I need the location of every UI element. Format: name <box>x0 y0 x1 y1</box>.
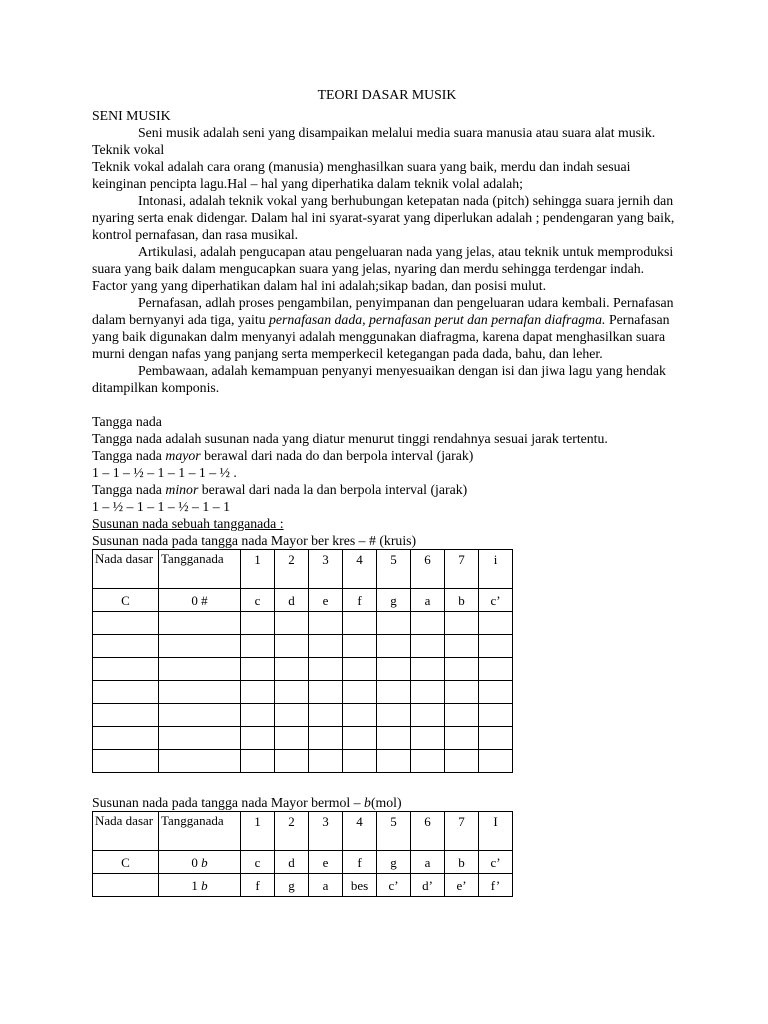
document-title: TEORI DASAR MUSIK <box>317 87 457 102</box>
seni-paragraph: Seni musik adalah seni yang disampaikan melalui media suara manusia atau suara alat musik. <box>138 125 656 140</box>
mayor-text-b: berawal dari nada do dan berpola interval (jarak) <box>200 448 474 463</box>
table-row <box>93 658 513 681</box>
spacer <box>92 773 682 794</box>
table-cell <box>275 635 309 658</box>
table-row <box>93 704 513 727</box>
table-cell: c <box>241 851 275 874</box>
mol-caption-italic: b <box>364 795 371 810</box>
intonasi-paragraph: Intonasi, adalah teknik vokal yang berhubungan ketepatan nada (pitch) sehingga suara jernih dan nyaring serta enak didengar. Dalam hal ini syarat-syarat yang diperlukan adalah ; pendengaran yang baik, kontrol pernafasan, dan rasa musikal. <box>92 193 675 242</box>
table-cell <box>309 681 343 704</box>
table-cell: e’ <box>445 874 479 897</box>
seni-heading: SENI MUSIK <box>92 108 171 123</box>
table-cell <box>445 681 479 704</box>
vokal-heading: Teknik vokal <box>92 142 165 157</box>
table-cell <box>445 612 479 635</box>
table-cell <box>377 658 411 681</box>
table-cell <box>377 704 411 727</box>
table-row <box>93 874 513 897</box>
table-row <box>93 589 513 612</box>
table-cell <box>309 635 343 658</box>
header-cell: 7 <box>445 550 479 589</box>
table-cell <box>411 750 445 773</box>
pernafasan-text-a: Pernafasan, adlah proses pengambilan, penyimpanan dan pengeluaran udara kembali. Pernafasan dalam bernyanyi ada tiga, yaitu <box>92 295 674 327</box>
pernafasan-italic: pernafasan dada, pernafasan perut dan pernafan diafragma. <box>269 312 606 327</box>
mayor-text-a: Tangga nada <box>92 448 166 463</box>
header-cell: 5 <box>377 812 411 851</box>
table-row <box>93 727 513 750</box>
table-row <box>93 635 513 658</box>
table-cell: c’ <box>479 589 513 612</box>
mol-scale-table <box>92 811 513 897</box>
table-cell <box>343 612 377 635</box>
table-cell <box>159 635 241 658</box>
table-cell: C <box>93 851 159 874</box>
table-cell <box>159 727 241 750</box>
table-cell <box>479 750 513 773</box>
table-cell: d’ <box>411 874 445 897</box>
table-cell: b <box>445 589 479 612</box>
table-cell <box>241 658 275 681</box>
mol-caption <box>92 794 682 811</box>
table-cell <box>343 704 377 727</box>
header-cell: 2 <box>275 812 309 851</box>
table-cell <box>411 681 445 704</box>
susunan-heading: Susunan nada sebuah tangganada : <box>92 516 284 531</box>
pembawaan-paragraph: Pembawaan, adalah kemampuan penyanyi menyesuaikan dengan isi dan jiwa lagu yang hendak ditampilkan komponis. <box>92 363 666 395</box>
header-cell: 7 <box>445 812 479 851</box>
header-cell: 2 <box>275 550 309 589</box>
table-cell: c’ <box>377 874 411 897</box>
table-cell <box>479 681 513 704</box>
table-cell <box>377 612 411 635</box>
table-cell <box>93 658 159 681</box>
table-cell: g <box>377 851 411 874</box>
table-cell <box>377 750 411 773</box>
table-cell: e <box>309 589 343 612</box>
table-cell <box>275 612 309 635</box>
table-cell <box>275 750 309 773</box>
header-cell: i <box>479 550 513 589</box>
table-cell: bes <box>343 874 377 897</box>
table-cell: a <box>411 851 445 874</box>
tangga-heading: Tangga nada <box>92 414 162 429</box>
table-cell <box>93 635 159 658</box>
table-cell: 1 b <box>159 874 241 897</box>
table-cell <box>159 750 241 773</box>
spacer <box>92 396 682 413</box>
mol-caption-b: (mol) <box>370 795 402 810</box>
table-cell <box>241 727 275 750</box>
table-cell <box>159 681 241 704</box>
table-cell <box>411 727 445 750</box>
header-cell: 6 <box>411 550 445 589</box>
header-cell: Nada dasar <box>93 812 159 851</box>
table-cell <box>343 658 377 681</box>
table-cell <box>159 658 241 681</box>
artikulasi-paragraph: Artikulasi, adalah pengucapan atau pengeluaran nada yang jelas, atau teknik untuk memproduksi suara yang baik dalam mengucapkan suara yang jelas, nyaring dan merdu sehingga terdengar indah. Factor yang yang diperhatikan dalam hal ini adalah;sikap badan, dan posisi mulut. <box>92 244 674 293</box>
table-cell <box>93 681 159 704</box>
table-cell: c <box>241 589 275 612</box>
table-cell: d <box>275 589 309 612</box>
table-cell <box>343 727 377 750</box>
minor-pattern: 1 – ½ – 1 – 1 – ½ – 1 – 1 <box>92 499 230 514</box>
table-cell: f <box>343 589 377 612</box>
table-cell: c’ <box>479 851 513 874</box>
table-header-row <box>93 812 513 851</box>
table-cell: f <box>343 851 377 874</box>
table-cell <box>241 681 275 704</box>
header-cell: 4 <box>343 812 377 851</box>
header-cell: I <box>479 812 513 851</box>
table-row <box>93 612 513 635</box>
table-cell <box>479 727 513 750</box>
minor-line <box>92 481 682 498</box>
table-cell <box>93 612 159 635</box>
mayor-pattern: 1 – 1 – ½ – 1 – 1 – 1 – ½ . <box>92 465 237 480</box>
table-row <box>93 681 513 704</box>
table-cell <box>93 874 159 897</box>
header-cell: Tangganada <box>159 550 241 589</box>
table-cell <box>445 658 479 681</box>
table-cell <box>309 658 343 681</box>
table-cell <box>309 750 343 773</box>
tangga-paragraph: Tangga nada adalah susunan nada yang diatur menurut tinggi rendahnya sesuai jarak tertentu. <box>92 431 608 446</box>
mol-caption-a: Susunan nada pada tangga nada Mayor bermol – <box>92 795 365 810</box>
table-cell <box>309 727 343 750</box>
table-cell <box>479 704 513 727</box>
table-cell: g <box>275 874 309 897</box>
kres-caption: Susunan nada pada tangga nada Mayor ber kres – # (kruis) <box>92 533 417 548</box>
table-cell <box>275 704 309 727</box>
table-cell: 0 # <box>159 589 241 612</box>
vokal-paragraph: Teknik vokal adalah cara orang (manusia) menghasilkan suara yang baik, merdu dan indah sesuai keinginan pencipta lagu.Hal – hal yang diperhatika dalam teknik volal adalah; <box>92 159 631 191</box>
table-cell <box>159 612 241 635</box>
table-cell <box>479 612 513 635</box>
document-page <box>92 86 682 897</box>
table-cell <box>479 635 513 658</box>
minor-text-b: berawal dari nada la dan berpola interval (jarak) <box>198 482 468 497</box>
pernafasan-text-b: Pernafasan yang baik digunakan dalm menyanyi adalah menggunakan diafragma, karena dapat menghasilkan suara murni dengan nafas yang panjang serta memperkecil ketegangan pada dada, bahu, dan leher. <box>92 312 670 361</box>
table-cell <box>411 704 445 727</box>
pernafasan-paragraph <box>92 294 682 362</box>
table-cell <box>343 681 377 704</box>
header-cell: Nada dasar <box>93 550 159 589</box>
table-cell <box>445 727 479 750</box>
table-cell <box>309 704 343 727</box>
kres-scale-table <box>92 549 513 773</box>
header-cell: 6 <box>411 812 445 851</box>
table-cell: 0 b <box>159 851 241 874</box>
table-cell <box>241 612 275 635</box>
table-cell: C <box>93 589 159 612</box>
table-cell: f <box>241 874 275 897</box>
table-cell <box>411 658 445 681</box>
table-cell <box>309 612 343 635</box>
header-cell: 3 <box>309 550 343 589</box>
table-cell: d <box>275 851 309 874</box>
header-cell: 1 <box>241 812 275 851</box>
header-cell: Tangganada <box>159 812 241 851</box>
table-cell <box>411 612 445 635</box>
table-cell <box>411 635 445 658</box>
minor-text-a: Tangga nada <box>92 482 166 497</box>
table-cell <box>479 658 513 681</box>
table-cell: b <box>445 851 479 874</box>
table-cell <box>275 658 309 681</box>
table-cell: a <box>309 874 343 897</box>
table-cell <box>377 635 411 658</box>
header-cell: 5 <box>377 550 411 589</box>
table-cell: a <box>411 589 445 612</box>
mayor-italic: mayor <box>165 448 201 463</box>
table-cell <box>343 750 377 773</box>
table-cell <box>445 635 479 658</box>
table-cell <box>275 681 309 704</box>
table-cell <box>93 704 159 727</box>
header-cell: 4 <box>343 550 377 589</box>
table-cell <box>445 704 479 727</box>
table-cell <box>377 727 411 750</box>
header-cell: 3 <box>309 812 343 851</box>
table-cell: f’ <box>479 874 513 897</box>
table-cell <box>241 704 275 727</box>
table-cell: e <box>309 851 343 874</box>
table-cell <box>93 727 159 750</box>
table-cell <box>343 635 377 658</box>
header-cell: 1 <box>241 550 275 589</box>
table-cell <box>445 750 479 773</box>
table-cell <box>159 704 241 727</box>
table-header-row <box>93 550 513 589</box>
table-cell <box>241 635 275 658</box>
minor-italic: minor <box>165 482 199 497</box>
table-row <box>93 851 513 874</box>
table-cell <box>241 750 275 773</box>
table-cell <box>377 681 411 704</box>
table-row <box>93 750 513 773</box>
table-cell: g <box>377 589 411 612</box>
table-cell <box>275 727 309 750</box>
table-cell <box>93 750 159 773</box>
mayor-line <box>92 447 682 464</box>
